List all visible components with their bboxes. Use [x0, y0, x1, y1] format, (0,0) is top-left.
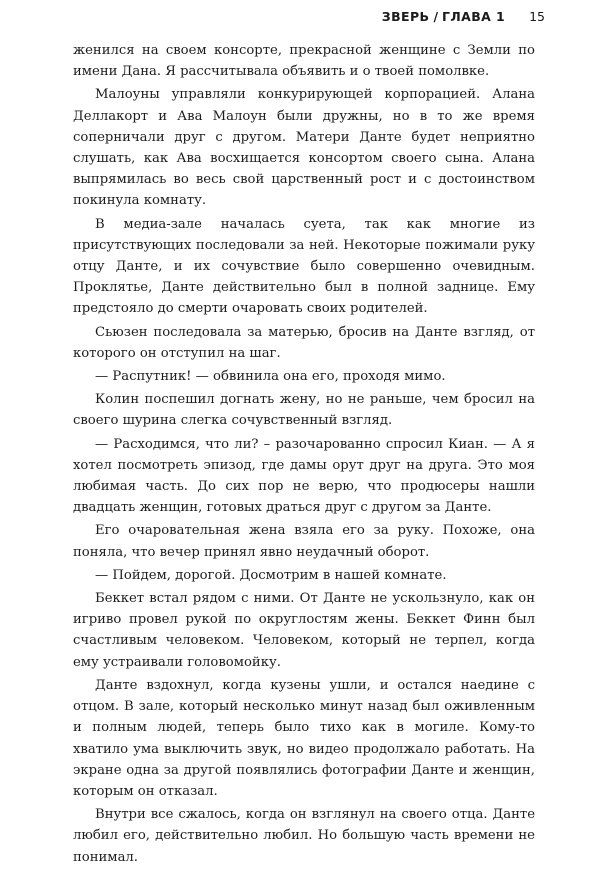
paragraph: В медиа-зале началась суета, так как многие из присутствующих последовали за ней. Некоторые пожимали руку отцу Данте, и их сочувствие было совершенно очевидным. Проклятье, Данте действительно был в полной заднице. Ему предстояло до смерти очаровать своих родителей. [73, 216, 535, 317]
paragraph: Сьюзен последовала за матерью, бросив на Данте взгляд, от которого он отступил на шаг. [73, 324, 535, 361]
paragraph: Данте вздохнул, когда кузены ушли, и остался наедине с отцом. В зале, который несколько минут назад был оживленным и полным людей, теперь было тихо как в могиле. Кому-то хватило ума выключить звук, но видео продолжало работать. На экране одна за другой появлялись фотографии Данте и женщин, которым он отказал. [73, 677, 535, 799]
chapter-label: ГЛАВА 1 [442, 9, 506, 24]
running-head [382, 9, 545, 24]
dialogue-line: — Распутник! — обвинила она его, проходя мимо. [95, 369, 446, 385]
paragraph: Малоуны управляли конкурирующей корпорацией. Алана Деллакорт и Ава Малоун были дружны, но в то же время соперничали друг с другом. Матери Данте будет неприятно слушать, как Ава восхищается консортом своего сына. Алана выпрямилась во весь свой царственный рост и с достоинством покинула комнату. [73, 87, 535, 209]
body-text [73, 40, 535, 870]
paragraph: Внутри все сжалось, когда он взглянул на своего отца. Данте любил его, действительно любил. Но большую часть времени не понимал. [73, 807, 535, 865]
paragraph: Колин поспешил догнать жену, но не раньше, чем бросил на своего шурина слегка сочувственный взгляд. [73, 392, 535, 429]
dialogue-line: — Пойдем, дорогой. Досмотрим в нашей комнате. [95, 567, 447, 583]
paragraph: Его очаровательная жена взяла его за руку. Похоже, она поняла, что вечер принял явно неудачный оборот. [73, 523, 535, 560]
page-number: 15 [529, 9, 545, 24]
running-head-separator: / [433, 9, 439, 24]
dialogue-line: — Расходимся, что ли? – разочарованно спросил Киан. — А я хотел посмотреть эпизод, где дамы орут друг на друга. Это моя любимая часть. До сих пор не верю, что продюсеры нашли двадцать женщин, готовых драться друг с другом за Данте. [73, 436, 535, 516]
paragraph: Беккет встал рядом с ними. От Данте не ускользнуло, как он игриво провел рукой по округлостям жены. Беккет Финн был счастливым человеком. Человеком, который не терпел, когда ему устраивали головомойку. [73, 591, 535, 670]
paragraph: женился на своем консорте, прекрасной женщине с Земли по имени Дана. Я рассчитывала объявить и о твоей помолвке. [73, 43, 535, 80]
book-title: ЗВЕРЬ [381, 9, 430, 24]
